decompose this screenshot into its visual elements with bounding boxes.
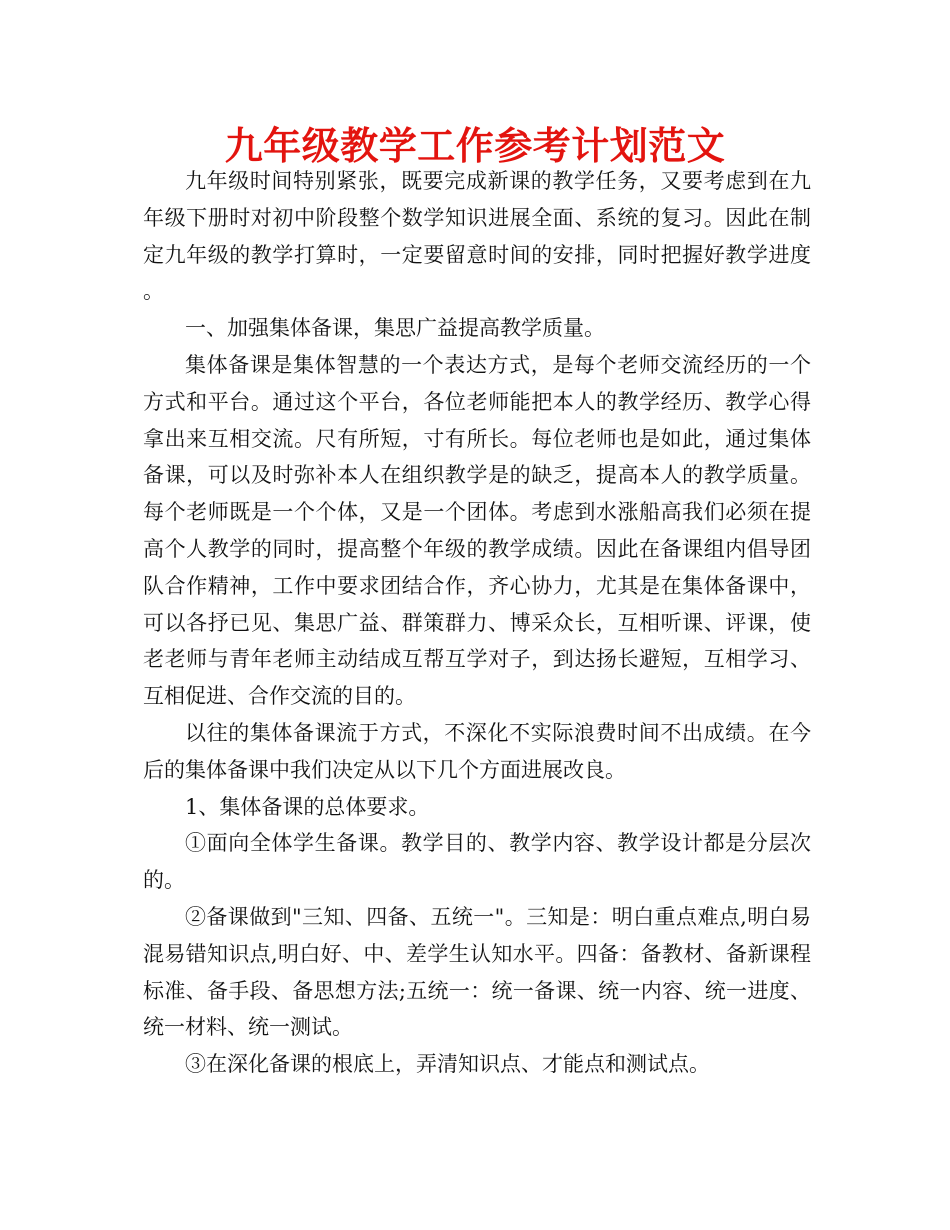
document-body: [143, 163, 811, 1083]
paragraph-collective-prep: 集体备课是集体智慧的一个表达方式，是每个老师交流经历的一个方式和平台。通过这个平台，各位老师能把本人的教学经历、教学心得拿出来互相交流。尺有所短，寸有所长。每位老师也是如此，通过集体备课，可以及时弥补本人在组织教学是的缺乏，提高本人的教学质量。每个老师既是一个个体，又是一个团体。考虑到水涨船高我们必须在提高个人教学的同时，提高整个年级的教学成绩。因此在备课组内倡导团队合作精神，工作中要求团结合作，齐心协力，尤其是在集体备课中，可以各抒已见、集思广益、群策群力、博采众长，互相听课、评课，使老老师与青年老师主动结成互帮互学对子，到达扬长避短，互相学习、互相促进、合作交流的目的。: [143, 352, 811, 709]
list-item-1: ①面向全体学生备课。教学目的、教学内容、教学设计都是分层次的。: [143, 831, 811, 893]
section-heading-1: 一、加强集体备课，集思广益提高教学质量。: [185, 316, 605, 341]
paragraph-intro: 九年级时间特别紧张，既要完成新课的教学任务，又要考虑到在九年级下册时对初中阶段整个数学知识进展全面、系统的复习。因此在制定九年级的教学打算时，一定要留意时间的安排，同时把握好教学进度。: [143, 169, 811, 304]
list-item-2: ②备课做到"三知、四备、五统一"。三知是：明白重点难点,明白易混易错知识点,明白好、中、差学生认知水平。四备：备教材、备新课程标准、备手段、备思想方法;五统一：统一备课、统一内容、统一进度、统一材料、统一测试。: [143, 904, 811, 1040]
subsection-heading-1: 1、集体备课的总体要求。: [185, 794, 430, 819]
document-title: 九年级教学工作参考计划范文: [224, 124, 726, 168]
paragraph-improvement: 以往的集体备课流于方式，不深化不实际浪费时间不出成绩。在今后的集体备课中我们决定从以下几个方面进展改良。: [143, 720, 811, 782]
list-item-3: ③在深化备课的根底上，弄清知识点、才能点和测试点。: [185, 1052, 710, 1077]
